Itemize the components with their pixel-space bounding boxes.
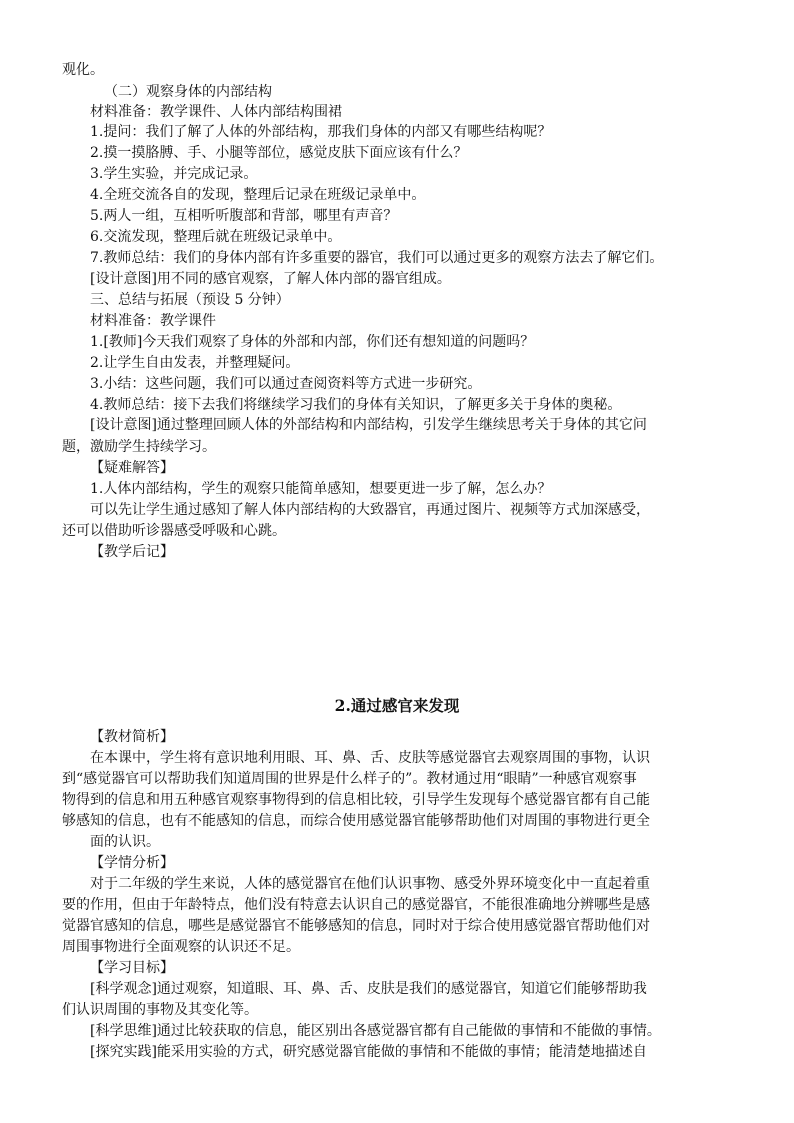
section1-line-5: 2.摸一摸胳膊、手、小腿等部位，感觉皮肤下面应该有什么？ [90, 145, 468, 161]
section2-line-15: [科学思维]通过比较获取的信息，能区别出各感觉器官都有自己能做的事情和不能做的事情。 [90, 1023, 661, 1039]
section1-line-18: [设计意图]通过整理回顾人体的外部结构和内部结构，引发学生继续思考关于身体的其它问 [90, 417, 647, 433]
section1-line-6: 3.学生实验，并完成记录。 [90, 166, 258, 182]
section1-line-3: 材料准备：教学课件、人体内部结构围裙 [90, 104, 342, 120]
section2-line-3: 到“感觉器官可以帮助我们知道周围的世界是什么样子的”。教材通过用“眼睛”一种感官观察事 [62, 771, 637, 787]
section1-line-7: 4.全班交流各自的发现，整理后记录在班级记录单中。 [90, 187, 426, 203]
section1-line-11: [设计意图]用不同的感官观察，了解人体内部的器官组成。 [90, 271, 451, 287]
section1-line-1: 观化。 [62, 62, 104, 78]
section1-line-14: 1.[教师]今天我们观察了身体的外部和内部，你们还有想知道的问题吗？ [90, 334, 535, 350]
section2-line-6: 面的认识。 [90, 834, 160, 850]
section1-line-23: 还可以借助听诊器感受呼吸和心跳。 [62, 523, 286, 539]
section1-line-9: 6.交流发现，整理后就在班级记录单中。 [90, 229, 342, 245]
section1-line-24: 【教学后记】 [90, 544, 174, 560]
section2-line-4: 物得到的信息和用五种感官观察事物得到的信息相比较，引导学生发现每个感觉器官都有自己能 [62, 792, 650, 808]
section2-line-16: [探究实践]能采用实验的方式，研究感觉器官能做的事情和不能做的事情；能清楚地描述自 [90, 1044, 647, 1060]
section1-line-15: 2.让学生自由发表，并整理疑问。 [90, 355, 300, 371]
section2-line-8: 对于二年级的学生来说，人体的感觉器官在他们认识事物、感受外界环境变化中一直起着重 [90, 876, 650, 892]
section2-line-11: 周围事物进行全面观察的认识还不足。 [62, 939, 300, 955]
section1-line-19: 题，激励学生持续学习。 [62, 439, 216, 455]
section1-line-20: 【疑难解答】 [90, 460, 174, 476]
section2-line-14: 们认识周围的事物及其变化等。 [62, 1002, 258, 1018]
section1-line-10: 7.教师总结：我们的身体内部有许多重要的器官，我们可以通过更多的观察方法去了解它们。 [90, 250, 664, 266]
section1-line-8: 5.两人一组，互相听听腹部和背部，哪里有声音？ [90, 208, 398, 224]
section1-line-13: 材料准备：教学课件 [90, 313, 216, 329]
section2-line-10: 觉器官感知的信息，哪些是感觉器官不能够感知的信息，同时对于综合使用感觉器官帮助他们对 [62, 918, 650, 934]
section2-line-7: 【学情分析】 [90, 855, 174, 871]
lesson-title: 2.通过感官来发现 [334, 696, 460, 715]
section2-line-1: 【教材简析】 [90, 729, 174, 745]
section2-line-2: 在本课中，学生将有意识地利用眼、耳、鼻、舌、皮肤等感觉器官去观察周围的事物，认识 [90, 750, 650, 766]
section1-line-22: 可以先让学生通过感知了解人体内部结构的大致器官，再通过图片、视频等方式加深感受， [90, 502, 650, 518]
section1-line-2: （二）观察身体的内部结构 [104, 84, 272, 100]
section1-line-17: 4.教师总结：接下去我们将继续学习我们的身体有关知识，了解更多关于身体的奥秘。 [90, 397, 622, 413]
section2-line-5: 够感知的信息，也有不能感知的信息，而综合使用感觉器官能够帮助他们对周围的事物进行更全 [62, 813, 650, 829]
section1-line-4: 1.提问：我们了解了人体的外部结构，那我们身体的内部又有哪些结构呢？ [90, 124, 552, 140]
section2-line-13: [科学观念]通过观察，知道眼、耳、鼻、舌、皮肤是我们的感觉器官，知道它们能够帮助我 [90, 981, 647, 997]
section1-line-16: 3.小结：这些问题，我们可以通过查阅资料等方式进一步研究。 [90, 376, 482, 392]
section1-line-21: 1.人体内部结构，学生的观察只能简单感知，想要更进一步了解，怎么办？ [90, 481, 552, 497]
section2-line-12: 【学习目标】 [90, 960, 174, 976]
section2-line-9: 要的作用，但由于年龄特点，他们没有特意去认识自己的感觉器官，不能很准确地分辨哪些是感 [62, 897, 650, 913]
section1-line-12: 三、总结与拓展（预设 5 分钟） [90, 292, 290, 308]
